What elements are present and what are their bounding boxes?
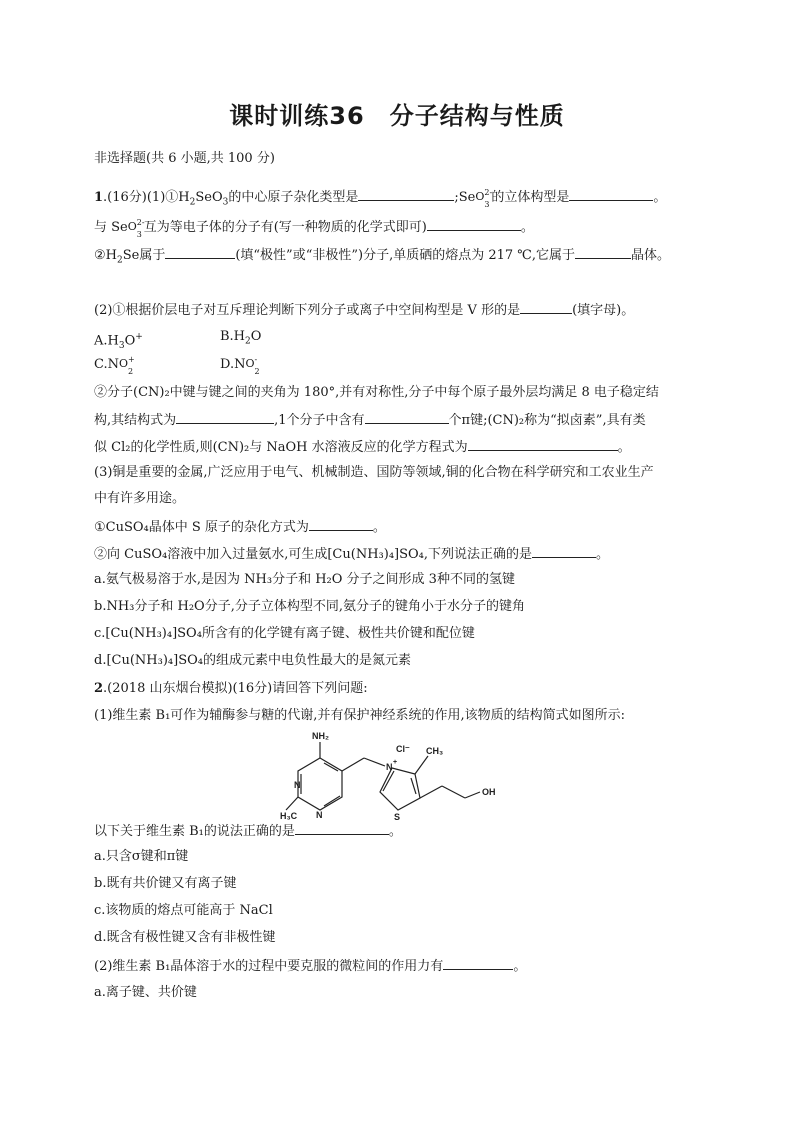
- nh2-label: NH₂: [312, 731, 329, 741]
- option-b: $B.H_2O$: [220, 329, 262, 347]
- cu-option-b: b.NH₃分子和 H₂O分子,分子立体构型不同,氨分子的键角小于水分子的键角: [94, 599, 525, 614]
- selenite-ion-formula: O 2- 3: [475, 188, 493, 209]
- text: D.N: [220, 357, 246, 372]
- section-heading: 非选择题(共 6 小题,共 100 分): [94, 151, 275, 166]
- hydroxyl-label: OH: [482, 787, 496, 797]
- page-title: 课时训练36 分子结构与性质: [229, 102, 565, 130]
- text: ①CuSO₄晶体中 S 原子的杂化方式为: [94, 520, 309, 535]
- text: B.H: [220, 329, 246, 344]
- cu-option-d: d.[Cu(NH₃)₄]SO₄的组成元素中电负性最大的是氮元素: [94, 653, 411, 668]
- text: (填“极性”或“非极性”)分子,单质硒的熔点为 217 ℃,它属于: [235, 248, 575, 263]
- cu-line4: [94, 544, 609, 564]
- answer-blank[interactable]: [176, 410, 274, 424]
- text: ;Se: [454, 190, 476, 205]
- nitrite-ion-formula: O - 2: [245, 355, 260, 376]
- sulfur-label: S: [394, 812, 401, 822]
- q2-line1: (1)维生素 B₁可作为辅酶参与糖的代谢,并有保护神经系统的作用,该物质的结构简式如图所示:: [94, 708, 625, 723]
- q2-option-a: a.只含σ键和π键: [94, 849, 189, 864]
- nitrogen-label: N: [386, 762, 393, 772]
- cn-line3: [94, 437, 631, 457]
- text: 似 Cl₂的化学性质,则(CN)₂与 NaOH 水溶液反应的化学方程式为: [94, 440, 468, 455]
- answer-blank[interactable]: [569, 187, 653, 201]
- answer-blank[interactable]: [468, 437, 618, 451]
- text: 。: [372, 520, 386, 535]
- text: 构,其结构式为: [94, 413, 177, 428]
- nitronium-ion-formula: O + 2: [119, 355, 135, 376]
- question-number: 1: [94, 190, 104, 205]
- text: O: [124, 333, 136, 349]
- answer-blank[interactable]: [443, 956, 513, 970]
- answer-blank[interactable]: [427, 217, 521, 231]
- q2-ask: [94, 821, 402, 841]
- text: 。: [520, 220, 534, 235]
- ring-nitrogen-label: N: [294, 780, 301, 790]
- methyl-label-left: H₃C: [280, 811, 298, 821]
- answer-blank[interactable]: [532, 544, 596, 558]
- q1-line1: 1.(16分)$(1)①H_2SeO_3$的中心原子杂化类型是 ;Se O 2- 3 的立体构型是 。: [94, 188, 667, 209]
- selenite-ion-formula: O 2- 3: [127, 218, 145, 239]
- text: .(2018 山东烟台模拟)(16分)请回答下列问题:: [103, 681, 368, 696]
- cu-option-a: a.氨气极易溶于水,是因为 NH₃分子和 H₂O 分子之间形成 3种不同的氢键: [94, 572, 515, 587]
- text: Se属于: [122, 248, 166, 263]
- q2-part2-option-a: a.离子键、共价键: [94, 985, 197, 1000]
- q2-part2: [94, 956, 526, 976]
- q2-option-b: b.既有共价键又有离子键: [94, 876, 237, 891]
- text: SeO: [195, 190, 223, 205]
- answer-blank[interactable]: [295, 821, 389, 835]
- q2-heading: [94, 680, 368, 698]
- answer-blank[interactable]: [165, 245, 235, 259]
- text: ②H: [94, 248, 117, 263]
- pyrimidine-ring: [298, 758, 342, 810]
- text: O: [250, 329, 262, 344]
- answer-blank[interactable]: [358, 187, 454, 201]
- answer-blank[interactable]: [365, 410, 449, 424]
- text: .(16分)(1)①H: [103, 190, 190, 205]
- option-a: $A.H_3O^+$: [94, 332, 143, 351]
- text: 。: [596, 547, 610, 562]
- question-number: 2: [94, 681, 104, 696]
- methyl-label: CH₃: [426, 746, 444, 756]
- q2-option-d: d.既含有极性键又含有非极性键: [94, 930, 276, 945]
- option-d: [220, 356, 261, 374]
- text: A.H: [94, 333, 119, 349]
- text: 。: [388, 824, 402, 839]
- answer-blank[interactable]: [575, 245, 631, 259]
- cu-option-c: c.[Cu(NH₃)₄]SO₄所含有的化学键有离子键、极性共价键和配位键: [94, 626, 475, 641]
- text: 的立体构型是: [491, 190, 570, 205]
- text: 的中心原子杂化类型是: [228, 190, 359, 205]
- chloride-label: Cl⁻: [396, 744, 410, 754]
- text: 以下关于维生素 B₁的说法正确的是: [94, 824, 295, 839]
- q2-option-c: c.该物质的熔点可能高于 NaCl: [94, 903, 273, 918]
- cu-line2: 中有许多用途。: [94, 491, 186, 506]
- text: 。: [513, 959, 527, 974]
- cn-line1: ②分子(CN)₂中键与键之间的夹角为 180°,并有对称性,分子中每个原子最外层均满足 8 电子稳定结: [94, 385, 659, 400]
- answer-blank[interactable]: [520, 300, 572, 314]
- text: 。: [617, 440, 631, 455]
- q1-line3: $②H_2Se$属于 (填“极性”或“非极性”)分子,单质硒的熔点为 217 ℃,它属于 晶体。: [94, 245, 670, 270]
- text: 与 Se: [94, 220, 128, 235]
- text: 互为等电子体的分子有(写一种物质的化学式即可): [143, 220, 427, 235]
- text: 。: [653, 190, 667, 205]
- cu-line3: [94, 517, 386, 537]
- q1-line2: [94, 217, 534, 237]
- text: C.N: [94, 357, 119, 372]
- text: 个π键;(CN)₂称为“拟卤素”,具有类: [448, 413, 646, 428]
- answer-blank[interactable]: [309, 517, 373, 531]
- ring-nitrogen-label: N: [316, 810, 323, 820]
- text: ②向 CuSO₄溶液中加入过量氨水,可生成[Cu(NH₃)₄]SO₄,下列说法正确的是: [94, 547, 533, 562]
- text: 晶体。: [630, 248, 670, 263]
- cu-line1: (3)铜是重要的金属,广泛应用于电气、机械制造、国防等领域,铜的化合物在科学研究和工农业生产: [94, 465, 654, 480]
- cn-line2: [94, 410, 646, 430]
- text: ,1个分子中含有: [274, 413, 365, 428]
- option-c: [94, 356, 135, 374]
- charge-label: +: [393, 759, 398, 766]
- text: (填字母)。: [572, 303, 635, 318]
- text: (2)①根据价层电子对互斥理论判断下列分子或离子中空间构型是 V 形的是: [94, 303, 521, 318]
- q1-part2-line1: [94, 300, 634, 320]
- text: (2)维生素 B₁晶体溶于水的过程中要克服的微粒间的作用力有: [94, 959, 444, 974]
